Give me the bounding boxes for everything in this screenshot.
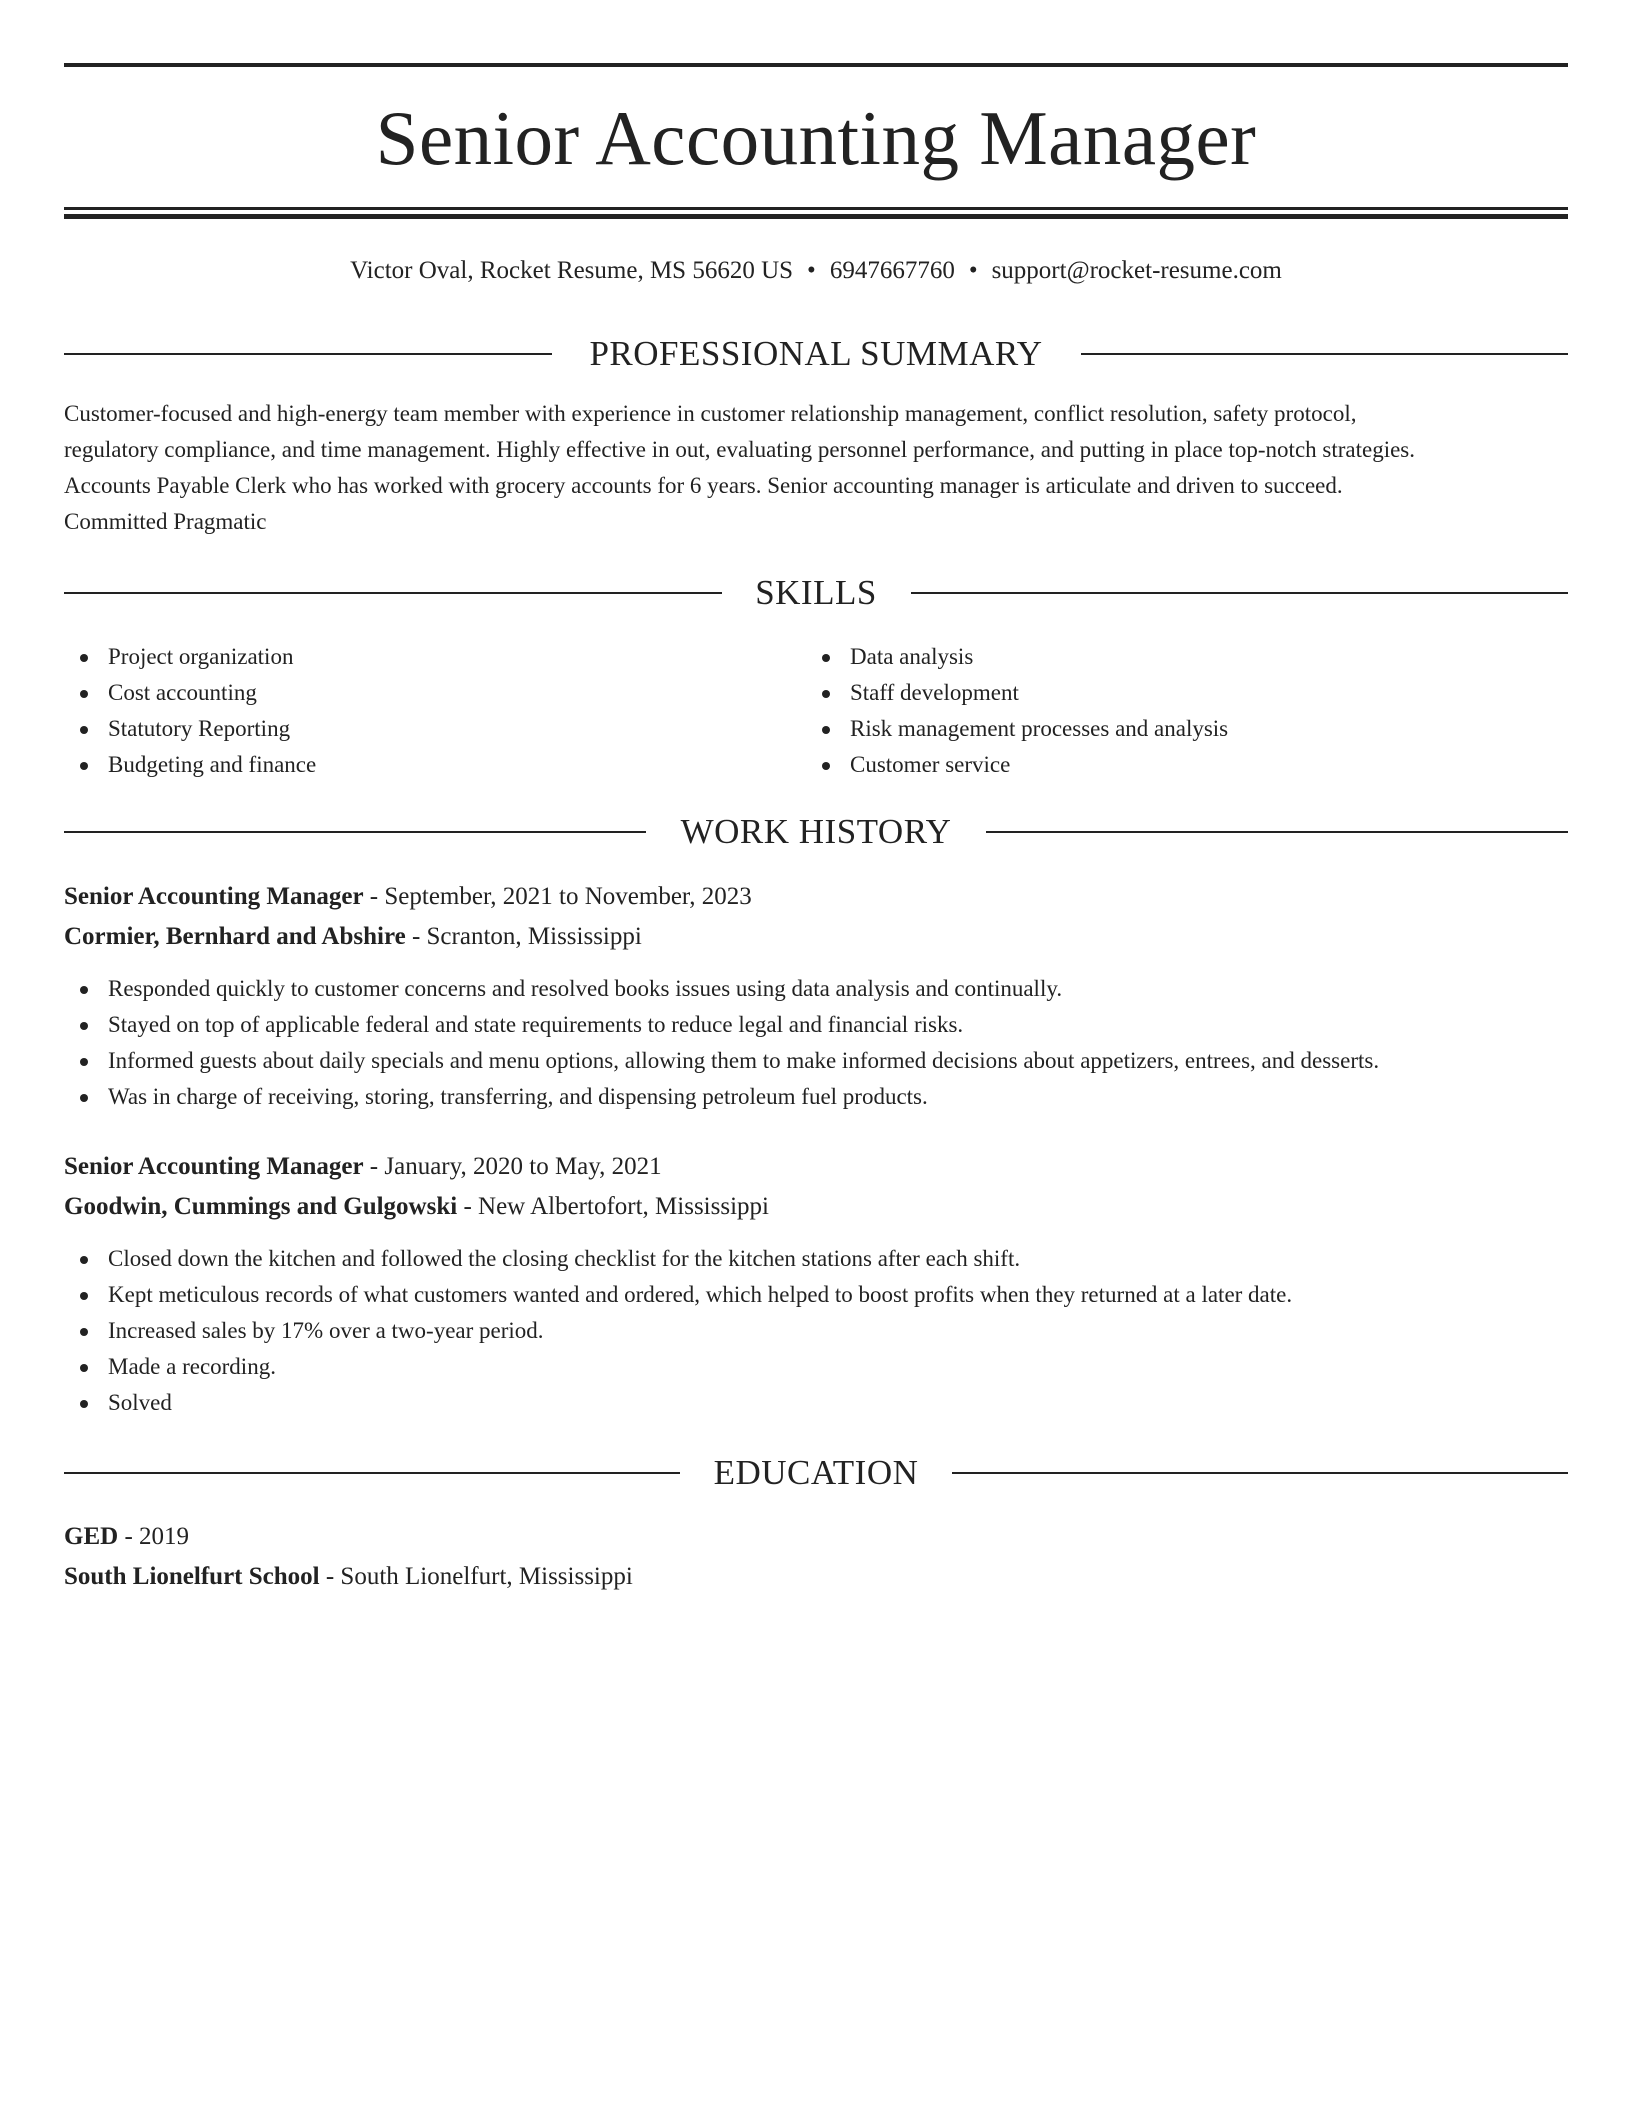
skills-heading: [64, 571, 1568, 615]
list-item: [64, 1385, 1568, 1421]
bullet-icon: [80, 1058, 88, 1066]
list-item: [64, 1043, 1568, 1079]
job-company: Cormier, Bernhard and Abshire: [64, 923, 406, 950]
job-title-line: [64, 1147, 1568, 1187]
skills-list-right: [806, 639, 1568, 783]
title-rule-thick: [64, 214, 1568, 219]
bullet-text: Informed guests about daily specials and menu options, allowing them to make informed decisions about appetizers, entrees, and desserts.: [108, 1048, 1380, 1073]
bullet-text: Stayed on top of applicable federal and state requirements to reduce legal and financial risks.: [108, 1012, 964, 1037]
bullet-icon: [80, 1364, 88, 1372]
skill-label: Cost accounting: [108, 680, 257, 705]
job-location: - Scranton, Mississippi: [411, 923, 642, 950]
education-school-line: [64, 1557, 1568, 1597]
list-item: [64, 971, 1568, 1007]
job-dates: - January, 2020 to May, 2021: [369, 1153, 662, 1180]
education-heading: [64, 1451, 1568, 1495]
summary-text: [64, 396, 1568, 540]
bullet-text: Closed down the kitchen and followed the closing checklist for the kitchen stations after each shift.: [108, 1246, 1021, 1271]
work-heading: [64, 810, 1568, 854]
summary-line: Accounts Payable Clerk who has worked with grocery accounts for 6 years. Senior accounting manager is articulate and driven to succeed.: [64, 473, 1343, 498]
skill-item: [64, 675, 804, 711]
list-item: [64, 1277, 1568, 1313]
job-bullets: [64, 971, 1568, 1115]
job-title: Senior Accounting Manager: [64, 883, 364, 910]
bullet-icon: [80, 1292, 88, 1300]
contact-address: Victor Oval, Rocket Resume, MS 56620 US: [350, 257, 794, 284]
job-location: - New Albertofort, Mississippi: [463, 1193, 769, 1220]
skill-label: Data analysis: [850, 644, 974, 669]
bullet-icon: [80, 762, 88, 770]
job-company-line: [64, 1187, 1568, 1227]
skill-label: Statutory Reporting: [108, 716, 291, 741]
summary-heading: [64, 332, 1568, 376]
list-item: [64, 1349, 1568, 1385]
bullet-icon: [822, 726, 830, 734]
bullet-text: Responded quickly to customer concerns and resolved books issues using data analysis and continually.: [108, 976, 1063, 1001]
contact-separator: •: [807, 257, 816, 284]
bullet-icon: [822, 690, 830, 698]
list-item: [64, 1313, 1568, 1349]
page-title: Senior Accounting Manager: [375, 95, 1257, 181]
bullet-icon: [80, 726, 88, 734]
bullet-icon: [80, 1022, 88, 1030]
skill-item: [64, 711, 804, 747]
education-degree-line: [64, 1517, 1568, 1557]
education-year: - 2019: [124, 1523, 190, 1550]
contact-email: support@rocket-resume.com: [991, 257, 1282, 284]
bullet-icon: [822, 654, 830, 662]
list-item: [64, 1079, 1568, 1115]
bullet-text: Was in charge of receiving, storing, transferring, and dispensing petroleum fuel products.: [108, 1084, 928, 1109]
job-company-line: [64, 917, 1568, 957]
skills-list-left: [64, 639, 804, 783]
work-heading-label: WORK HISTORY: [680, 812, 952, 851]
title-rule-thin: [64, 207, 1568, 210]
skills-heading-label: SKILLS: [755, 573, 877, 612]
education-location: - South Lionelfurt, Mississippi: [325, 1563, 633, 1590]
bullet-text: Kept meticulous records of what customers wanted and ordered, which helped to boost profits when they returned at a later date.: [108, 1282, 1293, 1307]
bullet-icon: [822, 762, 830, 770]
education-degree: GED: [64, 1523, 119, 1550]
education-school: South Lionelfurt School: [64, 1563, 320, 1590]
summary-heading-label: PROFESSIONAL SUMMARY: [589, 334, 1043, 373]
contact-separator: •: [968, 257, 978, 284]
education-heading-label: EDUCATION: [713, 1453, 919, 1492]
bullet-text: Increased sales by 17% over a two-year period.: [108, 1318, 544, 1343]
skill-item: [806, 747, 1568, 783]
skill-item: [64, 639, 804, 675]
skill-item: [64, 747, 804, 783]
bullet-icon: [80, 1328, 88, 1336]
summary-line: Customer-focused and high-energy team member with experience in customer relationship management, conflict resolution, safety protocol,: [64, 401, 1357, 426]
skill-label: Customer service: [850, 752, 1011, 777]
top-rule: [64, 63, 1568, 67]
skill-item: [806, 675, 1568, 711]
skill-label: Project organization: [108, 644, 294, 669]
bullet-text: Solved: [108, 1390, 172, 1415]
skill-item: [806, 711, 1568, 747]
bullet-icon: [80, 654, 88, 662]
list-item: [64, 1007, 1568, 1043]
bullet-icon: [80, 986, 88, 994]
bullet-icon: [80, 1256, 88, 1264]
skill-label: Budgeting and finance: [108, 752, 317, 777]
contact-line: [64, 254, 1568, 288]
list-item: [64, 1241, 1568, 1277]
job-company: Goodwin, Cummings and Gulgowski: [64, 1193, 458, 1220]
skill-item: [806, 639, 1568, 675]
skill-label: Staff development: [850, 680, 1019, 705]
contact-phone: 6947667760: [829, 257, 955, 284]
skill-label: Risk management processes and analysis: [850, 716, 1229, 741]
job-title-line: [64, 877, 1568, 917]
job-dates: - September, 2021 to November, 2023: [369, 883, 752, 910]
job-title: Senior Accounting Manager: [64, 1153, 364, 1180]
summary-line: regulatory compliance, and time management. Highly effective in out, evaluating personnel performance, and putting in place top-notch strategies.: [64, 437, 1416, 462]
summary-line: Committed Pragmatic: [64, 509, 267, 534]
bullet-text: Made a recording.: [108, 1354, 276, 1379]
bullet-icon: [80, 1400, 88, 1408]
job-bullets: [64, 1241, 1568, 1421]
bullet-icon: [80, 1094, 88, 1102]
bullet-icon: [80, 690, 88, 698]
